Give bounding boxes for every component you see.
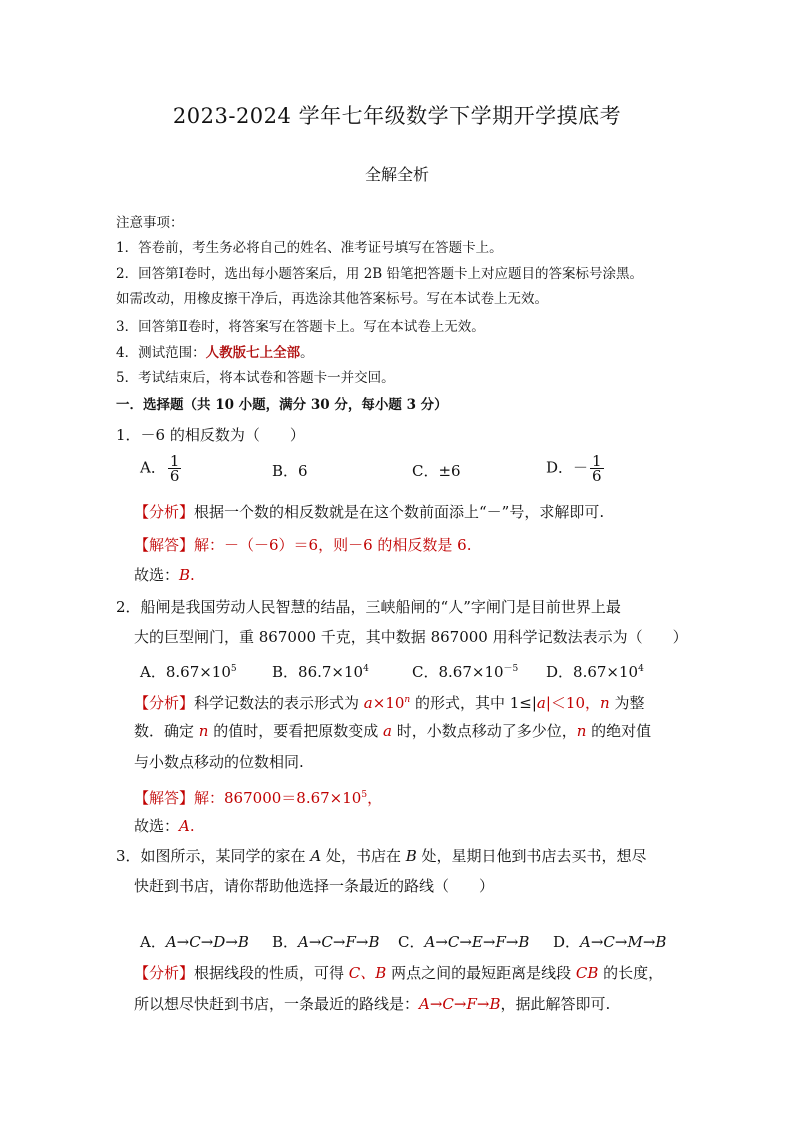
q2-analysis-tag: 【分析】 bbox=[134, 694, 195, 712]
math-exponent: n bbox=[404, 695, 411, 705]
q2-stem-line-2: 大的巨型闸门，重 867000 千克，其中数据 867000 用科学记数法表示为（ ） bbox=[134, 628, 688, 646]
note-4-suffix: 。 bbox=[300, 345, 314, 361]
q3-option-c bbox=[398, 933, 529, 951]
q1-analysis-text: 根据一个数的相反数就是在这个数前面添上“－”号，求解即可. bbox=[194, 503, 605, 521]
text-span: 的形式，其中 1≤| bbox=[410, 694, 537, 712]
note-2b: 如需改动，用橡皮擦干净后，再选涂其他答案标号。写在本试卷上无效。 bbox=[116, 291, 548, 307]
option-label: C． bbox=[398, 933, 425, 951]
note-3: 3．回答第Ⅱ卷时，将答案写在答题卡上。写在本试卷上无效。 bbox=[116, 319, 485, 335]
section-heading: 一．选择题（共 10 小题，满分 30 分，每小题 3 分） bbox=[116, 397, 448, 413]
q2-choice-letter: A bbox=[179, 817, 190, 835]
math-var: n bbox=[198, 722, 209, 740]
text-span: 3．如图所示，某同学的家在 bbox=[116, 847, 311, 865]
option-label: B． bbox=[272, 933, 299, 951]
math-expr: ×10 bbox=[372, 694, 405, 712]
text-span: 处，星期日他到书店去买书，想尽 bbox=[416, 847, 647, 865]
q3-option-d bbox=[553, 933, 666, 951]
fraction-denominator: 6 bbox=[169, 467, 180, 485]
document-title: 2023-2024 学年七年级数学下学期开学摸底考 bbox=[172, 104, 622, 128]
q2-option-b-exponent: 4 bbox=[363, 664, 369, 674]
option-route: A→C→F→B bbox=[298, 933, 380, 951]
q2-option-d-exponent: 4 bbox=[638, 664, 644, 674]
q2-analysis-line-1 bbox=[134, 691, 644, 712]
math-var: A→C→F→B bbox=[419, 995, 501, 1013]
option-label: D． bbox=[553, 933, 581, 951]
q1-choice bbox=[134, 566, 195, 584]
q1-stem: 1．－6 的相反数为（ ） bbox=[116, 426, 305, 444]
text-span: 根据线段的性质，可得 bbox=[194, 964, 349, 982]
q2-option-a-base: A．8.67×10 bbox=[140, 663, 231, 681]
option-route: A→C→E→F→B bbox=[424, 933, 530, 951]
q1-option-a-label: A． bbox=[140, 458, 166, 477]
note-4-prefix: 4．测试范围： bbox=[116, 345, 206, 361]
q1-solution-tag: 【解答】 bbox=[134, 536, 195, 554]
math-var: C、B bbox=[348, 964, 387, 982]
math-var: n bbox=[600, 694, 610, 712]
q1-analysis bbox=[134, 503, 604, 521]
q2-analysis-line-3: 与小数点移动的位数相同. bbox=[134, 753, 304, 771]
text-span: 的长度， bbox=[598, 964, 664, 982]
q2-option-a bbox=[140, 660, 237, 681]
text-span: 时，小数点移动了多少位， bbox=[391, 722, 577, 740]
q2-option-c-base: C．8.67×10 bbox=[412, 663, 504, 681]
q2-solution bbox=[134, 786, 382, 807]
q1-analysis-tag: 【分析】 bbox=[134, 503, 195, 521]
q3-option-a bbox=[140, 933, 249, 951]
note-5: 5．考试结束后，将本试卷和答题卡一并交回。 bbox=[116, 370, 395, 386]
text-span: 为整 bbox=[609, 694, 645, 712]
note-2a: 2．回答第Ⅰ卷时，选出每小题答案后，用 2B 铅笔把答题卡上对应题目的答案标号涂黑。 bbox=[116, 266, 644, 282]
math-var: CB bbox=[575, 964, 599, 982]
document-subtitle: 全解全析 bbox=[364, 165, 429, 184]
q2-option-c-exponent: －5 bbox=[503, 664, 519, 674]
q3-analysis-tag: 【分析】 bbox=[134, 964, 195, 982]
q2-stem-line-1: 2．船闸是我国劳动人民智慧的结晶，三峡船闸的“人”字闸门是目前世界上最 bbox=[116, 598, 621, 616]
q1-option-c: C．±6 bbox=[412, 462, 461, 480]
text-span: 数．确定 bbox=[134, 722, 199, 740]
q2-solution-text: 解：867000＝8.67×10 bbox=[194, 789, 362, 807]
q1-option-a-fraction bbox=[168, 454, 182, 483]
q2-option-b-base: B．86.7×10 bbox=[272, 663, 364, 681]
q2-choice-prefix: 故选： bbox=[134, 817, 180, 835]
q1-option-a bbox=[140, 454, 183, 483]
text-span: 处，书店在 bbox=[321, 847, 406, 865]
q2-option-a-exponent: 5 bbox=[230, 664, 237, 674]
q1-solution bbox=[134, 536, 472, 554]
q3-option-b bbox=[272, 933, 379, 951]
q2-option-c bbox=[412, 660, 518, 681]
q1-choice-prefix: 故选： bbox=[134, 566, 180, 584]
q2-option-b bbox=[272, 660, 369, 681]
fraction-numerator: 1 bbox=[592, 452, 602, 470]
text-span: 的值时，要看把原数变成 bbox=[208, 722, 383, 740]
math-var: n bbox=[576, 722, 587, 740]
q3-analysis-line-2 bbox=[134, 995, 610, 1013]
fraction-numerator: 1 bbox=[169, 452, 180, 470]
q2-choice bbox=[134, 817, 195, 835]
q1-solution-text: 解：－（－6）＝6，则－6 的相反数是 6. bbox=[194, 536, 472, 554]
q2-solution-exponent: 5 bbox=[361, 790, 368, 800]
q1-option-d-fraction bbox=[590, 454, 604, 483]
text-span: 的绝对值 bbox=[586, 722, 652, 740]
q2-option-d bbox=[546, 660, 644, 681]
math-var: a bbox=[363, 694, 373, 712]
q1-option-b: B．6 bbox=[272, 462, 308, 480]
q2-option-d-base: D．8.67×10 bbox=[546, 663, 639, 681]
note-4 bbox=[116, 344, 314, 362]
q1-option-d bbox=[546, 454, 606, 483]
notes-heading: 注意事项： bbox=[116, 215, 184, 231]
q2-analysis-line-2 bbox=[134, 722, 651, 740]
text-span: 所以想尽快赶到书店，一条最近的路线是： bbox=[134, 995, 420, 1013]
math-var: A bbox=[310, 847, 322, 865]
q1-option-d-label: D．－ bbox=[546, 458, 589, 477]
note-1: 1．答卷前，考生务必将自己的姓名、准考证号填写在答题卡上。 bbox=[116, 240, 503, 256]
note-4-scope: 人教版七上全部 bbox=[205, 345, 301, 361]
text-span: 两点之间的最短距离是线段 bbox=[386, 964, 576, 982]
math-var: a bbox=[536, 694, 546, 712]
math-var: B bbox=[405, 847, 417, 865]
q3-stem-line-1 bbox=[116, 847, 647, 865]
fraction-denominator: 6 bbox=[592, 467, 602, 485]
text-span: ，据此解答即可. bbox=[500, 995, 611, 1013]
option-route: A→C→M→B bbox=[580, 933, 667, 951]
math-var: a bbox=[383, 722, 392, 740]
q2-choice-suffix: . bbox=[189, 817, 195, 835]
q1-choice-suffix: . bbox=[190, 566, 195, 584]
q1-choice-letter: B bbox=[179, 566, 191, 584]
math-expr: |＜10， bbox=[545, 694, 601, 712]
option-label: A． bbox=[140, 933, 166, 951]
text-span: 科学记数法的表示形式为 bbox=[194, 694, 364, 712]
q2-solution-tag: 【解答】 bbox=[134, 789, 195, 807]
q3-stem-line-2: 快赶到书店，请你帮助他选择一条最近的路线（ ） bbox=[134, 877, 495, 895]
q2-solution-end: ， bbox=[367, 789, 383, 807]
q3-analysis-line-1 bbox=[134, 964, 663, 982]
option-route: A→C→D→B bbox=[165, 933, 249, 951]
